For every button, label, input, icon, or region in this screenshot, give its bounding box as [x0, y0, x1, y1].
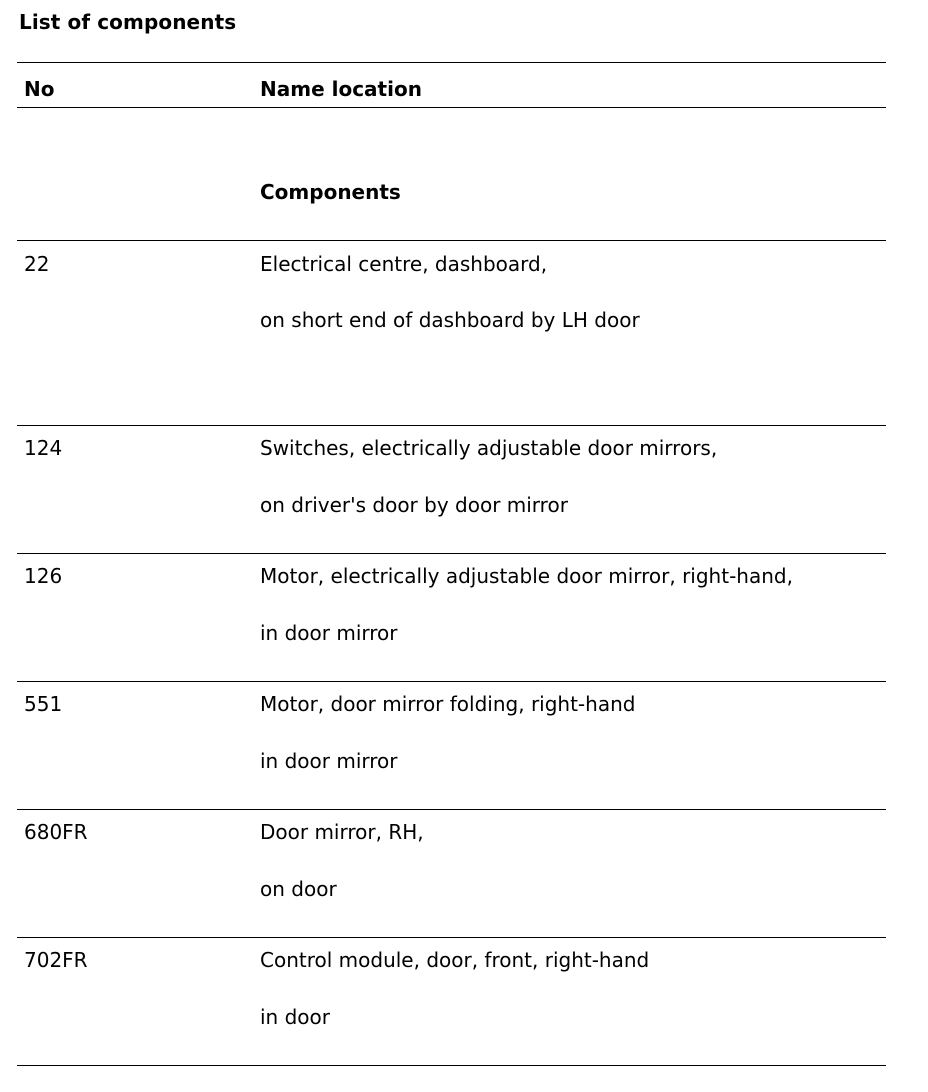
page-title: List of components [19, 10, 237, 34]
component-location: on door [260, 877, 337, 901]
component-number: 680FR [24, 820, 88, 844]
component-name: Motor, door mirror folding, right-hand [260, 692, 636, 716]
component-name: Switches, electrically adjustable door mirrors, [260, 436, 718, 460]
row-divider [17, 553, 886, 554]
column-header-no: No [24, 77, 55, 101]
component-name: Electrical centre, dashboard, [260, 252, 548, 276]
component-number: 124 [24, 436, 63, 460]
component-name: Control module, door, front, right-hand [260, 948, 650, 972]
table-bottom-rule [17, 1065, 886, 1066]
column-header-name-location: Name location [260, 77, 422, 101]
row-divider [17, 809, 886, 810]
component-name: Motor, electrically adjustable door mirror, right-hand, [260, 564, 793, 588]
component-number: 126 [24, 564, 63, 588]
component-number: 22 [24, 252, 50, 276]
component-location: in door mirror [260, 621, 398, 645]
component-number: 702FR [24, 948, 88, 972]
component-number: 551 [24, 692, 63, 716]
row-divider [17, 937, 886, 938]
component-location: in door mirror [260, 749, 398, 773]
table-top-rule [17, 62, 886, 63]
section-rule [17, 240, 886, 241]
section-heading: Components [260, 180, 401, 204]
component-location: in door [260, 1005, 330, 1029]
header-bottom-rule [17, 107, 886, 108]
row-divider [17, 425, 886, 426]
component-name: Door mirror, RH, [260, 820, 424, 844]
row-divider [17, 681, 886, 682]
component-location: on driver's door by door mirror [260, 493, 568, 517]
component-location: on short end of dashboard by LH door [260, 308, 640, 332]
